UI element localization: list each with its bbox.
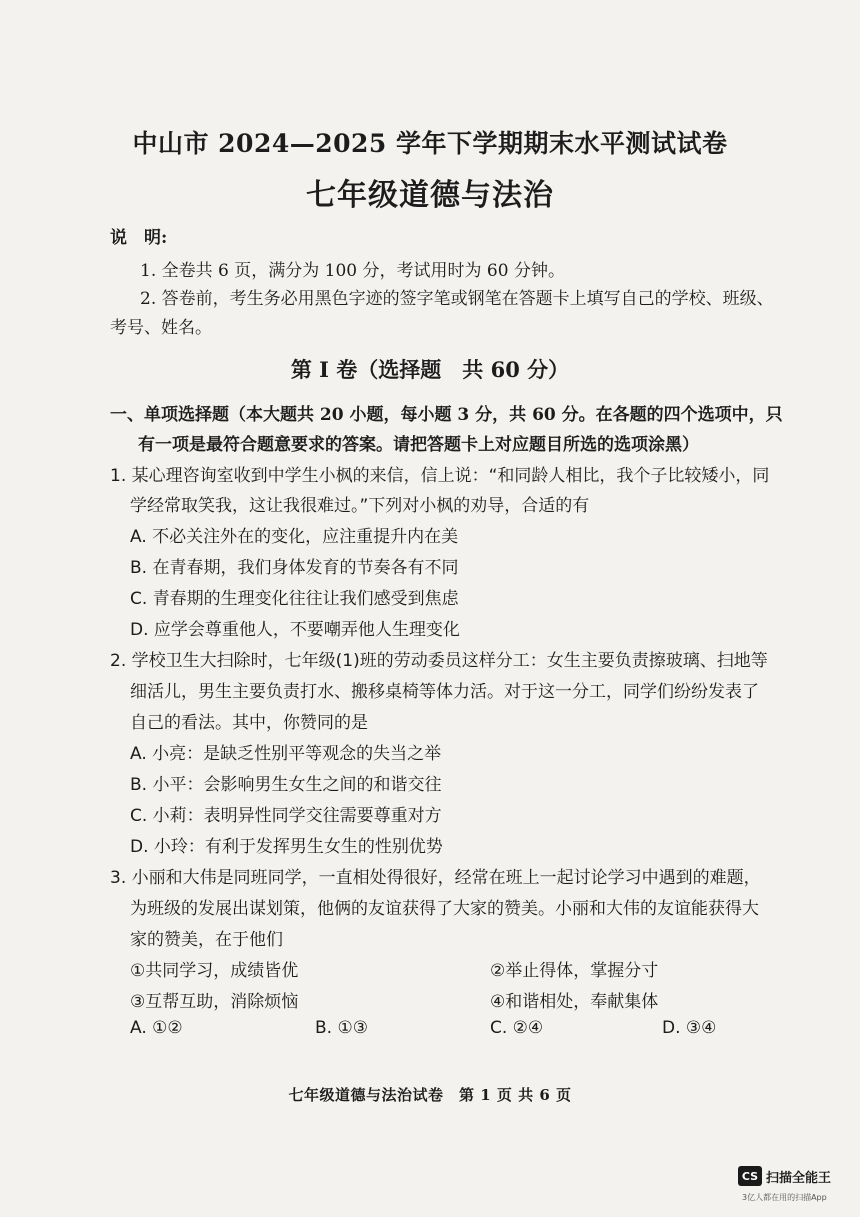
scanner-app-name: 扫描全能王 bbox=[766, 1170, 832, 1186]
question-3-stem-line-3: 家的赞美，在于他们 bbox=[130, 930, 283, 950]
question-1-option-a: A. 不必关注外在的变化，应注重提升内在美 bbox=[130, 527, 459, 547]
question-3-choice-d: D. ③④ bbox=[662, 1018, 717, 1038]
question-2-option-b: B. 小平：会影响男生女生之间的和谐交往 bbox=[130, 775, 442, 795]
question-3-choice-a: A. ①② bbox=[130, 1018, 183, 1038]
subject-title: 七年级道德与法治 bbox=[306, 178, 554, 213]
scanner-watermark bbox=[738, 1166, 831, 1186]
question-3-choice-c: C. ②④ bbox=[490, 1018, 544, 1038]
question-1-option-c: C. 青春期的生理变化往往让我们感受到焦虑 bbox=[130, 589, 459, 609]
note-1: 1. 全卷共 6 页，满分为 100 分，考试用时为 60 分钟。 bbox=[140, 261, 565, 281]
page-footer: 七年级道德与法治试卷 第 1 页 共 6 页 bbox=[288, 1086, 572, 1104]
section-instruction-line-2: 有一项是最符合题意要求的答案。请把答题卡上对应题目所选的选项涂黑） bbox=[138, 435, 699, 455]
question-2-option-d: D. 小玲：有利于发挥男生女生的性别优势 bbox=[130, 837, 443, 857]
exam-title: 中山市 2024—2025 学年下学期期末水平测试试卷 bbox=[132, 129, 728, 158]
question-3-stem-line-1: 3. 小丽和大伟是同班同学，一直相处得很好，经常在班上一起讨论学习中遇到的难题， bbox=[110, 868, 761, 888]
scanner-tagline: 3亿人都在用的扫描App bbox=[742, 1193, 827, 1202]
question-3-statement-3: ③互帮互助，消除烦恼 bbox=[130, 992, 299, 1012]
question-3-statement-4: ④和谐相处，奉献集体 bbox=[490, 992, 659, 1012]
question-3-statement-2: ②举止得体，掌握分寸 bbox=[490, 961, 659, 981]
question-3-stem-line-2: 为班级的发展出谋划策，他俩的友谊获得了大家的赞美。小丽和大伟的友谊能获得大 bbox=[130, 899, 759, 919]
camscanner-logo-icon: CS bbox=[738, 1166, 762, 1186]
question-1-stem-line-2: 学经常取笑我，这让我很难过。”下列对小枫的劝导，合适的有 bbox=[130, 496, 590, 516]
note-2: 2. 答卷前，考生务必用黑色字迹的签字笔或钢笔在答题卡上填写自己的学校、班级、 bbox=[140, 289, 774, 309]
question-2-stem-line-2: 细活儿，男生主要负责打水、搬移桌椅等体力活。对于这一分工，同学们纷纷发表了 bbox=[130, 682, 759, 702]
notes-label: 说 明: bbox=[110, 228, 168, 248]
question-1-stem-line-1: 1. 某心理咨询室收到中学生小枫的来信，信上说：“和同龄人相比，我个子比较矮小，同 bbox=[110, 466, 770, 486]
note-2-continued: 考号、姓名。 bbox=[110, 318, 212, 338]
question-2-stem-line-1: 2. 学校卫生大扫除时，七年级(1)班的劳动委员这样分工：女生主要负责擦玻璃、扫地等 bbox=[110, 651, 768, 671]
question-2-option-c: C. 小莉：表明异性同学交往需要尊重对方 bbox=[130, 806, 442, 826]
section-title: 第 I 卷（选择题 共 60 分） bbox=[290, 357, 570, 382]
question-1-option-b: B. 在青春期，我们身体发育的节奏各有不同 bbox=[130, 558, 459, 578]
section-instruction-line-1: 一、单项选择题（本大题共 20 小题，每小题 3 分，共 60 分。在各题的四个选项中，只 bbox=[110, 405, 783, 425]
question-3-statement-1: ①共同学习，成绩皆优 bbox=[130, 961, 299, 981]
question-2-stem-line-3: 自己的看法。其中，你赞同的是 bbox=[130, 713, 368, 733]
question-2-option-a: A. 小亮：是缺乏性别平等观念的失当之举 bbox=[130, 744, 442, 764]
question-3-choice-b: B. ①③ bbox=[315, 1018, 368, 1038]
question-1-option-d: D. 应学会尊重他人，不要嘲弄他人生理变化 bbox=[130, 620, 460, 640]
